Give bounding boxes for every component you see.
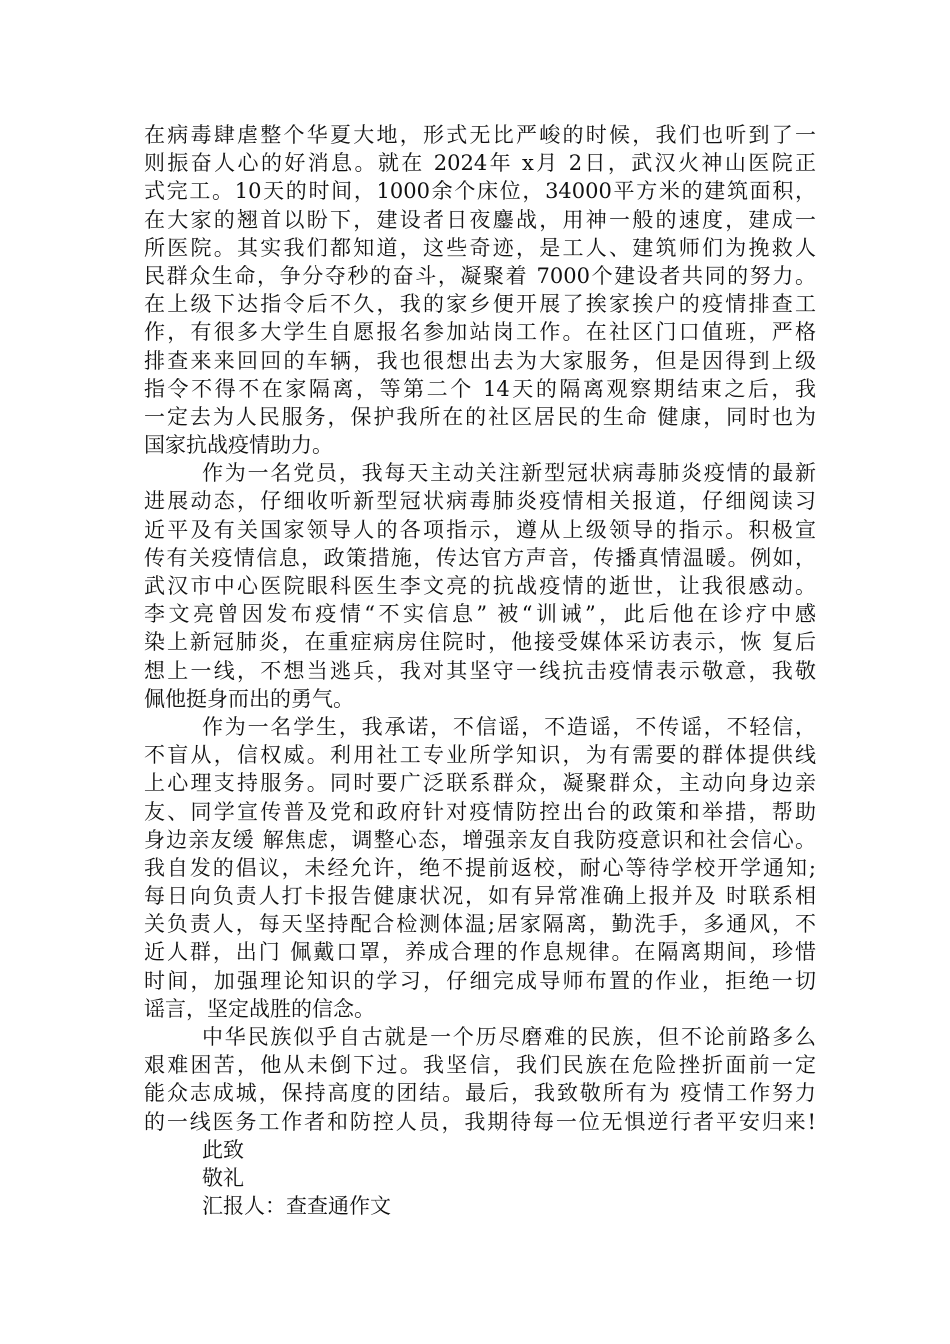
- text-line: 民群众生命，争分夺秒的奋斗，凝聚着 7000个建设者共同的努力。: [144, 263, 816, 288]
- text-line: 排查来来回回的车辆，我也很想出去为大家服务，但是因得到上级: [144, 348, 816, 373]
- closing-salutation: 此致: [202, 1137, 244, 1162]
- reporter-signature: 汇报人：查查通作文: [202, 1194, 391, 1219]
- text-line: 式完工。10天的时间，1000余个床位，34000平方米的建筑面积，: [144, 179, 816, 204]
- text-line: 艰难困苦，他从未倒下过。我坚信，我们民族在危险挫折面前一定: [144, 1053, 816, 1078]
- text-line: 时间，加强理论知识的学习，仔细完成导师布置的作业，拒绝一切: [144, 968, 816, 993]
- text-line: 友、同学宣传普及党和政府针对疫情防控出台的政策和举措，帮助: [144, 799, 816, 824]
- text-line: 佩他挺身而出的勇气。: [144, 686, 354, 711]
- text-line: 则振奋人心的好消息。就在 2024年 x月 2日，武汉火神山医院正: [144, 151, 816, 176]
- text-line: 能众志成城，保持高度的团结。最后，我致敬所有为 疫情工作努力: [144, 1081, 816, 1106]
- paragraph-3: [144, 713, 816, 1023]
- text-line: 谣言，坚定战胜的信念。: [144, 996, 375, 1021]
- text-line: 国家抗战疫情助力。: [144, 433, 333, 458]
- text-line: 近平及有关国家领导人的各项指示，遵从上级领导的指示。积极宣: [144, 517, 816, 542]
- paragraph-4: [144, 1023, 816, 1136]
- text-line: 进展动态，仔细收听新型冠状病毒肺炎疫情相关报道，仔细阅读习: [144, 489, 816, 514]
- text-line: 指令不得不在家隔离，等第二个 14天的隔离观察期结束之后，我: [144, 376, 816, 401]
- closing-block: [144, 1136, 816, 1221]
- text-line: 所医院。其实我们都知道，这些奇迹，是工人、建筑师们为挽救人: [144, 235, 816, 260]
- paragraph-1: [144, 121, 816, 459]
- text-line: 在大家的翘首以盼下，建设者日夜鏖战，用神一般的速度，建成一: [144, 207, 816, 232]
- text-line: 关负责人，每天坚持配合检测体温;居家隔离，勤洗手，多通风，不: [144, 912, 816, 937]
- text-line: 上心理支持服务。同时要广泛联系群众，凝聚群众，主动向身边亲: [144, 771, 816, 796]
- text-line: 我自发的倡议，未经允许，绝不提前返校，耐心等待学校开学通知;: [144, 855, 816, 880]
- text-line: 身边亲友缓 解焦虑，调整心态，增强亲友自我防疫意识和社会信心。: [144, 827, 816, 852]
- closing-regards: 敬礼: [202, 1165, 244, 1190]
- text-line: 作，有很多大学生自愿报名参加站岗工作。在社区门口值班，严格: [144, 320, 816, 345]
- text-line: 中华民族似乎自古就是一个历尽磨难的民族，但不论前路多么: [202, 1025, 816, 1049]
- text-line: 在病毒肆虐整个华夏大地，形式无比严峻的时候，我们也听到了一: [144, 123, 816, 147]
- text-line: 一定去为人民服务，保护我所在的社区居民的生命 健康，同时也为: [144, 404, 816, 429]
- paragraph-2: [144, 459, 816, 713]
- text-line: 不盲从，信权威。利用社工专业所学知识，为有需要的群体提供线: [144, 743, 816, 768]
- text-line: 作为一名党员，我每天主动关注新型冠状病毒肺炎疫情的最新: [202, 461, 816, 486]
- text-line: 近人群，出门 佩戴口罩，养成合理的作息规律。在隔离期间，珍惜: [144, 940, 816, 965]
- text-line: 作为一名学生，我承诺，不信谣，不造谣，不传谣，不轻信，: [202, 714, 816, 739]
- text-line: 每日向负责人打卡报告健康状况，如有异常准确上报并及 时联系相: [144, 884, 816, 909]
- text-line: 想上一线，不想当逃兵，我对其坚守一线抗击疫情表示敬意，我敬: [144, 658, 816, 683]
- document-body: [144, 121, 816, 1220]
- text-line: 的一线医务工作者和防控人员，我期待每一位无惧逆行者平安归来!: [144, 1109, 816, 1134]
- text-line: 李文亮曾因发布疫情“不实信息” 被“训诫”，此后他在诊疗中感: [144, 602, 816, 627]
- text-line: 染上新冠肺炎，在重症病房住院时，他接受媒体采访表示，恢 复后: [144, 630, 816, 655]
- text-line: 武汉市中心医院眼科医生李文亮的抗战疫情的逝世，让我很感动。: [144, 574, 816, 598]
- text-line: 在上级下达指令后不久，我的家乡便开展了挨家挨户的疫情排查工: [144, 292, 816, 317]
- text-line: 传有关疫情信息，政策措施，传达官方声音，传播真情温暖。例如，: [144, 545, 816, 570]
